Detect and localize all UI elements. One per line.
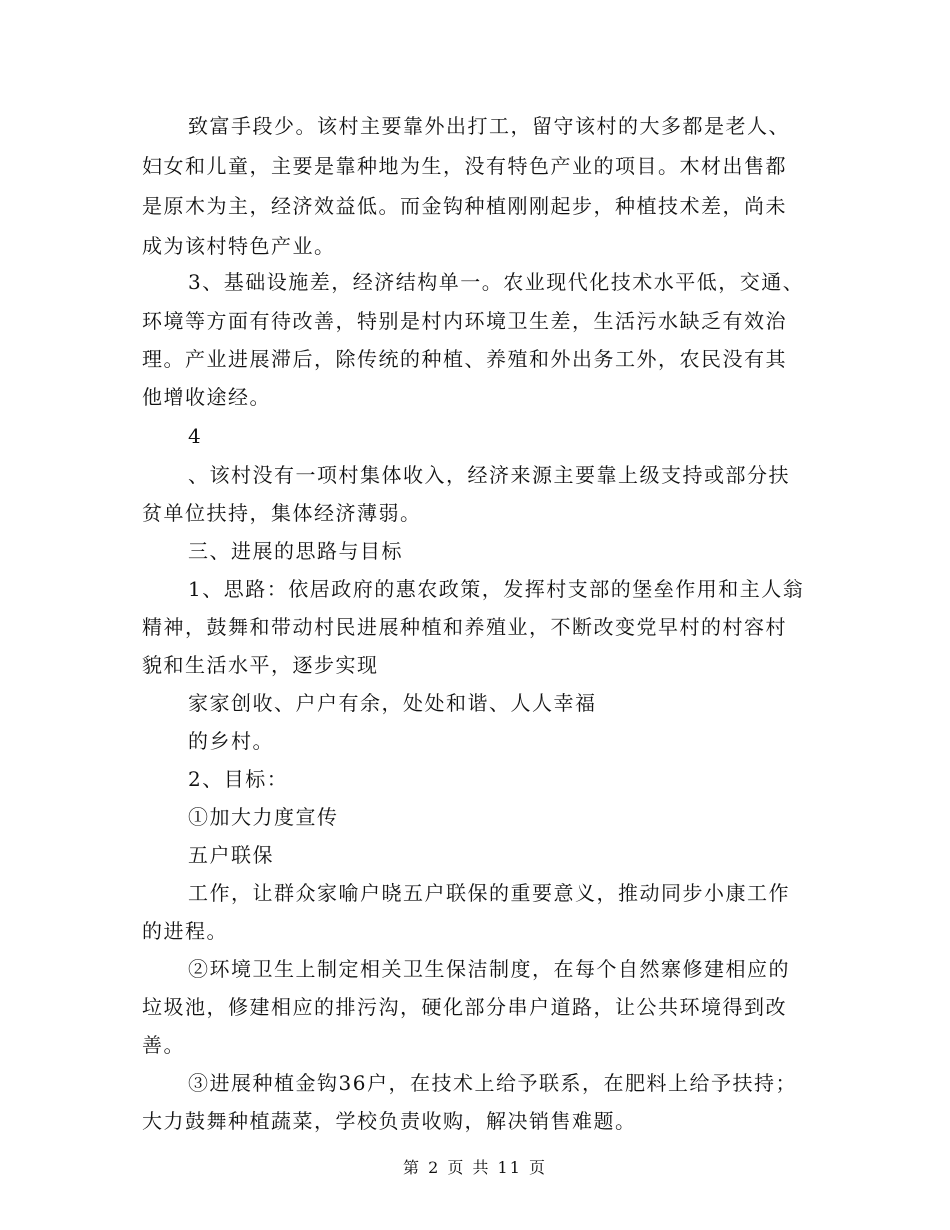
paragraph-line: 家家创收、户户有余，处处和谐、人人幸福 bbox=[188, 691, 597, 715]
paragraph-line: 垃圾池，修建相应的排污沟，硬化部分串户道路，让公共环境得到改 bbox=[142, 995, 787, 1019]
paragraph-line: 善。 bbox=[142, 1033, 185, 1057]
page-number-footer: 第 2 页 共 11 页 bbox=[403, 1158, 547, 1177]
paragraph-line: 环境等方面有待改善，特别是村内环境卫生差，生活污水缺乏有效治 bbox=[142, 309, 787, 333]
paragraph-line: 、该村没有一项村集体收入，经济来源主要靠上级支持或部分扶 bbox=[188, 463, 790, 487]
paragraph-line: 工作，让群众家喻户晓五户联保的重要意义，推动同步小康工作 bbox=[188, 881, 790, 905]
list-item-1: ①加大力度宣传 bbox=[188, 805, 339, 829]
paragraph-line: 致富手段少。该村主要靠外出打工，留守该村的大多都是老人、 bbox=[188, 114, 790, 138]
paragraph-line: 是原木为主，经济效益低。而金钩种植刚刚起步，种植技术差，尚未 bbox=[142, 194, 787, 218]
section-heading: 三、进展的思路与目标 bbox=[188, 539, 403, 563]
list-item-2: ②环境卫生上制定相关卫生保洁制度，在每个自然寨修建相应的 bbox=[188, 957, 790, 981]
paragraph-line: 他增收途经。 bbox=[142, 385, 271, 409]
paragraph-line: 貌和生活水平，逐步实现 bbox=[142, 653, 379, 677]
paragraph-line: 的进程。 bbox=[142, 919, 228, 943]
paragraph-line: 精神，鼓舞和带动村民进展种植和养殖业，不断改变党早村的村容村 bbox=[142, 615, 787, 639]
paragraph-line: 五户联保 bbox=[188, 843, 274, 867]
paragraph-line: 的乡村。 bbox=[188, 729, 274, 753]
paragraph-line: 贫单位扶持，集体经济薄弱。 bbox=[142, 501, 422, 525]
paragraph-line: 4 bbox=[188, 424, 203, 448]
paragraph-line: 1、思路：依居政府的惠农政策，发挥村支部的堡垒作用和主人翁 bbox=[188, 577, 805, 601]
paragraph-line: 2、目标： bbox=[188, 767, 289, 791]
paragraph-line: 3、基础设施差，经济结构单一。农业现代化技术水平低，交通、 bbox=[188, 270, 805, 294]
list-item-3: ③进展种植金钩36户，在技术上给予联系，在肥料上给予扶持； bbox=[188, 1071, 797, 1095]
paragraph-line: 大力鼓舞种植蔬菜，学校负责收购，解决销售难题。 bbox=[142, 1109, 637, 1133]
paragraph-line: 妇女和儿童，主要是靠种地为生，没有特色产业的项目。木材出售都 bbox=[142, 154, 787, 178]
paragraph-line: 成为该村特色产业。 bbox=[142, 234, 336, 258]
paragraph-line: 理。产业进展滞后，除传统的种植、养殖和外出务工外，农民没有其 bbox=[142, 347, 787, 371]
